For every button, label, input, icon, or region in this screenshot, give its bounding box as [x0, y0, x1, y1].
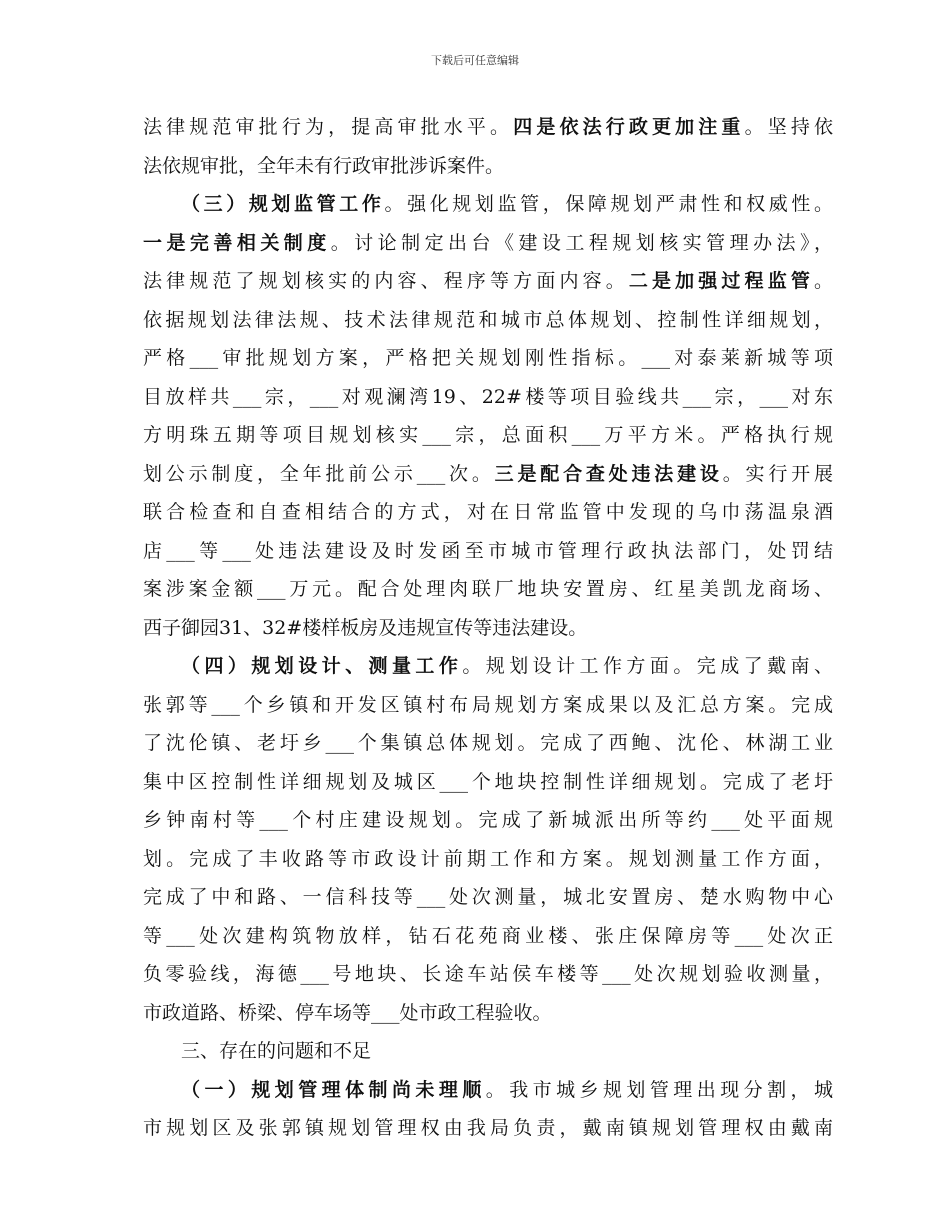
page-header: 下载后可任意编辑 [431, 54, 519, 67]
text-line [143, 917, 833, 956]
text-segment: 。规划设计工作方面。完成了戴南、 [462, 655, 833, 677]
text-line [143, 570, 833, 609]
text-line [143, 763, 833, 802]
text-segment: 。我市城乡规划管理出现分割，城 [485, 1078, 833, 1101]
bold-phrase: 四是依法行政更加注重 [513, 116, 745, 138]
text-segment: 市规划区及张郭镇规划管理权由我局负责，戴南镇规划管理权由戴南 [143, 1117, 833, 1139]
bold-phrase: 二是加强过程监管 [628, 270, 814, 292]
text-segment: 案涉案金额___万元。配合处理肉联厂地块安置房、红星美凯龙商场、 [143, 578, 833, 600]
text-line [143, 647, 833, 686]
text-line [143, 955, 833, 994]
text-line [143, 609, 833, 648]
text-segment: 法律规范审批行为，提高审批水平。 [143, 116, 514, 138]
text-segment: 法依规审批，全年未有行政审批涉诉案件。 [143, 154, 505, 177]
text-line [143, 301, 833, 340]
text-segment: 划。完成了丰收路等市政设计前期工作和方案。规划测量工作方面， [143, 847, 833, 870]
bold-phrase: （三）规划监管工作 [181, 193, 385, 215]
text-line [143, 1071, 833, 1110]
text-line [143, 532, 833, 571]
text-segment: 。 [813, 270, 833, 292]
text-segment: 负零验线，海德___号地块、长途车站侯车楼等___处次规划验收测量， [143, 963, 833, 985]
text-segment: 市政道路、桥梁、停车场等___处市政工程验收。 [143, 1001, 552, 1024]
text-segment: 集中区控制性详细规划及城区___个地块控制性详细规划。完成了老圩 [143, 770, 833, 793]
text-segment: 划公示制度，全年批前公示___次。 [143, 462, 495, 485]
text-segment: 西子御园31、32#楼样板房及违规宣传等违法建设。 [143, 616, 588, 639]
text-line [143, 1032, 833, 1071]
text-line [143, 840, 833, 879]
text-line [143, 493, 833, 532]
text-segment: 依据规划法律法规、技术法律规范和城市总体规划、控制性详细规划， [143, 308, 833, 331]
text-segment: 方明珠五期等项目规划核实___宗，总面积___万平方米。严格执行规 [143, 424, 833, 446]
document-body [143, 108, 833, 1148]
text-segment: 完成了中和路、一信科技等___处次测量，城北安置房、楚水购物中心 [143, 886, 833, 908]
bold-phrase: （四）规划设计、测量工作 [181, 655, 463, 677]
text-line [143, 686, 833, 725]
text-line [143, 1109, 833, 1148]
text-segment: 严格___审批规划方案，严格把关规划刚性指标。___对泰莱新城等项 [143, 347, 833, 369]
text-segment: 等___处次建构筑物放样，钻石花苑商业楼、张庄保障房等___处次正 [143, 924, 833, 947]
text-segment: 。实行开展 [722, 462, 833, 485]
text-segment: 。坚持依 [744, 116, 833, 138]
text-line [143, 724, 833, 763]
text-line [143, 339, 833, 378]
text-line [143, 455, 833, 494]
text-segment: 。讨论制定出台《建设工程规划核实管理办法》， [330, 231, 833, 254]
text-segment: 目放样共___宗，___对观澜湾19、22#楼等项目验线共___宗，___对东 [143, 385, 833, 408]
text-segment: 乡钟南村等___个村庄建设规划。完成了新城派出所等约___处平面规 [143, 809, 833, 831]
text-line [143, 378, 833, 417]
text-segment: 联合检查和自查相结合的方式，对在日常监管中发现的乌巾荡温泉酒 [143, 501, 833, 523]
text-line [143, 224, 833, 263]
text-line [143, 262, 833, 301]
text-line [143, 108, 833, 147]
text-line [143, 878, 833, 917]
bold-phrase: 三是配合查处违法建设 [494, 462, 723, 485]
text-segment: 法律规范了规划核实的内容、程序等方面内容。 [143, 270, 629, 292]
text-line [143, 801, 833, 840]
text-line [143, 185, 833, 224]
bold-phrase: 一是完善相关制度 [143, 231, 331, 254]
text-line [143, 147, 833, 186]
text-segment: 三、存在的问题和不足 [181, 1040, 372, 1062]
text-line [143, 416, 833, 455]
text-segment: 了沈伦镇、老圩乡___个集镇总体规划。完成了西鲍、沈伦、林湖工业 [143, 732, 833, 754]
text-segment: 张郭等___个乡镇和开发区镇村布局规划方案成果以及汇总方案。完成 [143, 693, 833, 716]
bold-phrase: （一）规划管理体制尚未理顺 [181, 1078, 486, 1101]
text-line [143, 994, 833, 1033]
text-segment: 。强化规划监管，保障规划严肃性和权威性。 [384, 193, 833, 215]
text-segment: 店___等___处违法建设及时发函至市城市管理行政执法部门，处罚结 [143, 539, 833, 562]
